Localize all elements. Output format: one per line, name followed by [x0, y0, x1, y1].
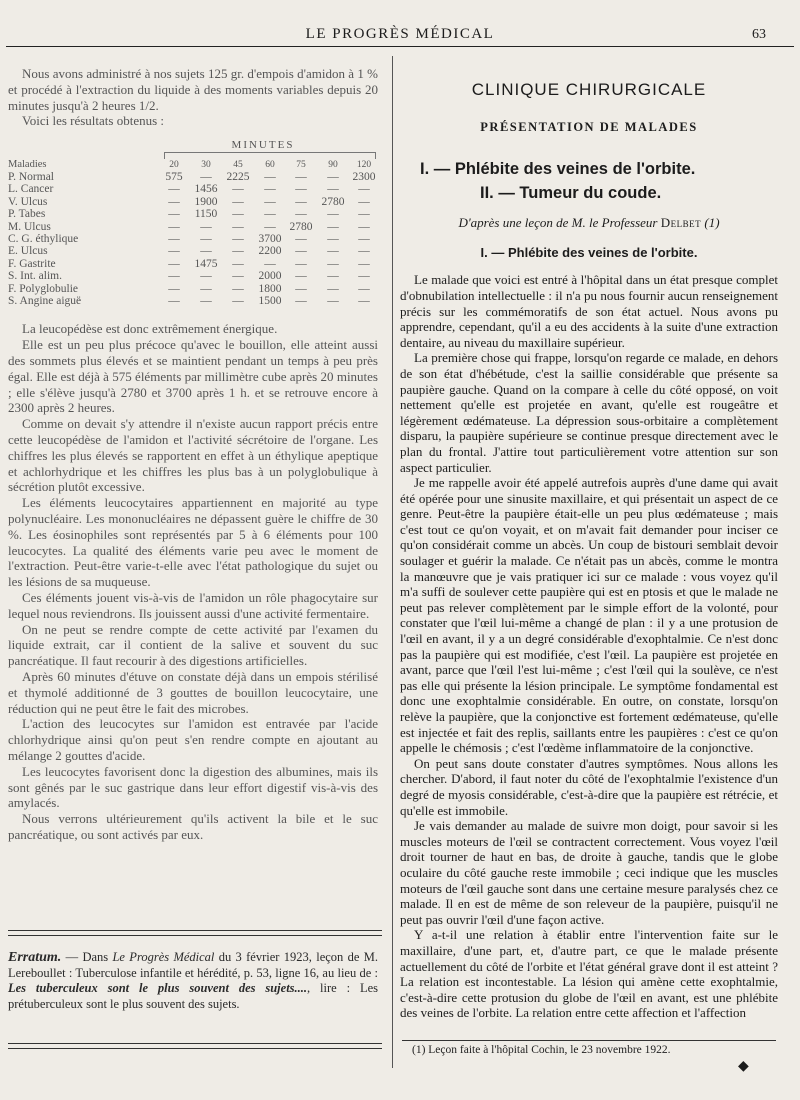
patient-label: L. Cancer	[8, 183, 54, 196]
table-cell: —	[358, 245, 370, 258]
table-cell: —	[295, 233, 307, 246]
minute-column-header: 30	[201, 159, 211, 170]
page-header	[0, 0, 800, 52]
body-paragraph: La leucopédèse est donc extrêmement énergique.	[22, 321, 278, 337]
table-cell: 1500	[258, 295, 282, 308]
table-row	[8, 221, 378, 233]
byline-note: (1)	[701, 215, 720, 231]
erratum-journal: Le Progrès Médical	[112, 950, 215, 964]
body-paragraph: Nous verrons ultérieurement qu'ils activent la bile et le suc pancréatique, ou sont activés par eux.	[8, 811, 378, 842]
left-column	[8, 66, 378, 843]
table-cell: —	[232, 195, 244, 208]
table-cell: —	[168, 208, 180, 221]
subsection-heading: I. — Phlébite des veines de l'orbite.	[480, 244, 698, 260]
table-cell: 575	[165, 171, 183, 183]
table-cell: 1475	[194, 257, 218, 270]
table-cell: —	[200, 282, 212, 295]
minutes-brace	[164, 152, 376, 159]
table-cell: —	[358, 220, 370, 233]
body-paragraph: Le malade que voici est entré à l'hôpital dans un état presque complet d'obnubilation intellectuelle : il n'a pu nous fournir aucun renseignement précis sur les commémoratifs de son état actuel. Nous avons pu apprendre, cependant, qu'il a eu des accidents à la suite d'une extraction dentaire, au niveau du maxillaire supérieur.	[400, 272, 778, 350]
table-cell: —	[232, 257, 244, 270]
table-cell: —	[232, 183, 244, 196]
table-cell: —	[232, 282, 244, 295]
intro-paragraph: Nous avons administré à nos sujets 125 gr. d'empois d'amidon à 1 % et procédé à l'extraction du liquide à des moments variables depuis 20 minutes jusqu'à 2 heures 1/2.	[8, 66, 378, 113]
article-title-1: I. — Phlébite des veines de l'orbite.	[420, 160, 696, 179]
table-cell: —	[327, 233, 339, 246]
table-cell: —	[200, 233, 212, 246]
minute-column-header: 120	[356, 159, 372, 170]
table-cell: —	[200, 220, 212, 233]
table-cell: —	[232, 245, 244, 258]
patient-label: F. Gastrite	[8, 257, 56, 270]
table-cell: —	[232, 220, 244, 233]
table-cell: —	[295, 257, 307, 270]
table-cell: —	[264, 183, 276, 196]
table-cell: —	[327, 183, 339, 196]
minute-column-header: 90	[328, 159, 338, 170]
erratum-rule-top	[8, 930, 382, 936]
left-body	[8, 321, 378, 842]
table-cell: —	[168, 183, 180, 196]
patient-label: F. Polyglobulie	[8, 282, 79, 295]
table-cell: —	[358, 257, 370, 270]
table-row	[8, 171, 378, 183]
body-paragraph: L'action des leucocytes sur l'amidon est entravée par l'acide chlorhydrique ainsi qu'on peut s'en rendre compte en ajoutant au mélange 2 gouttes d'acide.	[8, 716, 378, 763]
table-cell: 2780	[321, 195, 345, 208]
table-cell: —	[168, 245, 180, 258]
table-cell: —	[200, 245, 212, 258]
erratum-note	[8, 950, 378, 1012]
erratum-heading: Erratum.	[8, 950, 62, 965]
table-cell: —	[358, 282, 370, 295]
body-paragraph: Je me rappelle avoir été appelé autrefois auprès d'une dame qui avait été opérée pour une sinusite maxillaire, et qui présentait un aspect de ce genre. Peut-être la paupière était-elle un peu plus œdémateuse ; mais c'est tout ce qu'on voyait, et on m'avait fait demander pour inciser ce qu'on considérait comme un abcès. Un coup de bistouri semblait devoir soulager et guérir la malade. Ce n'était pas un abcès, comme le montra la manœuvre que je vais pratiquer ici sur ce malade : vous voyez qu'il m'a suffi de soulever cette paupière qui est en ptosis et que le malade ne peut pas relever complètement par le simple effort de la volonté, pour constater que l'œil lui-même a changé de plan : il y a une protusion de l'œil en avant, il y a un degré considérable d'exophtalmie. Ce n'est donc pas la paupière qui est modifiée, c'est l'œil. La paupière est projetée en avant, parce que l'œil l'est lui-même ; c'est l'œil qui la soulève, ce n'est pas elle qui présente la lésion principale. Le symptôme fondamental est donc une exophtalmie considérable. En outre, on constate, lorsqu'on relève la paupière, que la conjonctive est fortement œdémateuse, qu'elle est injectée et fait des replis, saillants entre les paupières : c'est ce qu'on appelle le chémosis ; c'est l'œdème inflammatoire de la conjonctive.	[400, 475, 778, 756]
erratum-wrong-text: Les tuberculeux sont le plus souvent des sujets....	[8, 981, 308, 996]
table-row	[8, 183, 378, 195]
article-title-2: II. — Tumeur du coude.	[480, 184, 662, 203]
table-header-row	[8, 159, 378, 171]
table-row	[8, 258, 378, 270]
table-cell: 2300	[352, 171, 376, 183]
table-cell: —	[168, 295, 180, 308]
minute-column-header: 20	[169, 159, 179, 170]
table-row	[8, 233, 378, 245]
table-cell: —	[295, 183, 307, 196]
row-header-label: Maladies	[8, 158, 47, 170]
footnote-rule	[402, 1040, 776, 1041]
table-cell: —	[295, 282, 307, 295]
table-cell: 2000	[258, 270, 282, 283]
table-cell: —	[168, 282, 180, 295]
column-divider	[392, 56, 393, 1068]
minute-column-header: 45	[233, 159, 243, 170]
patient-label: P. Normal	[8, 171, 54, 183]
table-cell: —	[168, 270, 180, 283]
byline-prefix: D'après une leçon de M. le Professeur	[458, 215, 661, 231]
table-cell: —	[200, 270, 212, 283]
body-paragraph: Comme on devait s'y attendre il n'existe aucun rapport précis entre cette leucopédèse de l'amidon et l'activité sécrétoire de l'organe. Les chiffres les plus élevés se rapportent en effet à un éthylique apeptique et achlorhydrique et les chiffres les plus bas à un polyglobulique à sécrétion plutôt excessive.	[8, 416, 378, 495]
body-paragraph: Les leucocytes favorisent donc la digestion des albumines, mais ils sont gênés par le suc gastrique dans leur effort digestif vis-à-vis des amylacés.	[8, 763, 378, 811]
table-cell: 1456	[194, 183, 218, 196]
table-cell: 2200	[258, 245, 282, 258]
table-cell: 1900	[194, 195, 218, 208]
table-cell: —	[264, 208, 276, 221]
table-cell: —	[200, 171, 212, 183]
table-cell: —	[327, 220, 339, 233]
body-paragraph: Après 60 minutes d'étuve on constate déjà dans un empois stérilisé et thymolé additionné de 3 gouttes de bouillon leucocytaire, une réduction qui ne peut être le fait des microbes.	[8, 669, 378, 716]
header-rule	[6, 46, 794, 47]
table-cell: —	[232, 233, 244, 246]
patient-label: S. Angine aiguë	[8, 295, 82, 308]
body-paragraph: Ces éléments jouent vis-à-vis de l'amidon un rôle phagocytaire sur lequel nous reviendrons. Ils jouissent aussi d'une activité fermentaire.	[8, 590, 378, 621]
running-title: LE PROGRÈS MÉDICAL	[305, 26, 495, 42]
results-table	[8, 139, 378, 307]
erratum-rule-bottom	[8, 1043, 382, 1049]
byline-author: Delbet	[660, 215, 702, 231]
patient-label: S. Int. alim.	[8, 270, 62, 283]
table-cell: —	[264, 195, 276, 208]
table-cell: —	[264, 220, 276, 233]
table-cell: 3700	[258, 233, 282, 246]
minute-column-header: 75	[296, 159, 306, 170]
table-cell: —	[264, 257, 276, 270]
table-cell: —	[264, 171, 276, 183]
table-cell: —	[232, 295, 244, 308]
patient-label: C. G. éthylique	[8, 233, 79, 246]
table-cell: —	[168, 257, 180, 270]
patient-label: M. Ulcus	[8, 220, 51, 233]
body-paragraph: Elle est un peu plus précoce qu'avec le bouillon, elle atteint aussi des sommets plus élevés et se maintient pendant un temps à peu près égal. Elle est déjà à 575 éléments par millimètre cube après 20 minutes ; elle s'élève jusqu'à 2780 et 3700 après 1 h. et se retrouve encore à 2300 après 2 heures.	[8, 337, 378, 416]
table-cell: —	[327, 295, 339, 308]
table-header	[8, 159, 378, 171]
section-subtitle: PRÉSENTATION DE MALADES	[480, 119, 698, 134]
table-cell: —	[327, 208, 339, 221]
patient-label: E. Ulcus	[8, 245, 48, 258]
table-row	[8, 283, 378, 295]
table-cell: —	[295, 270, 307, 283]
table-cell: —	[200, 295, 212, 308]
page-number: 63	[752, 27, 766, 42]
table-row	[8, 196, 378, 208]
right-column	[400, 82, 778, 1021]
table-cell: —	[358, 183, 370, 196]
table-cell: —	[358, 270, 370, 283]
table-row	[8, 295, 378, 307]
table-cell: —	[295, 208, 307, 221]
patient-label: V. Ulcus	[8, 195, 48, 208]
erratum-text-3: , lire : Les prétuberculeux sont le plus souvent des sujets.	[8, 981, 378, 1011]
results-grid	[8, 159, 378, 308]
body-paragraph: Les éléments leucocytaires appartiennent en majorité au type polynucléaire. Les mononucléaires ne dépassent guère le chiffre de 30 %. Les éosinophiles sont représentés par 5 à 6 éléments pour 100 leucocytes. La qualité des éléments varie peu avec le moment de l'extraction. Peut-être varie-t-elle avec l'état pathologique du sujet ou les lésions de sa muqueuse.	[8, 495, 378, 590]
table-body	[8, 171, 378, 307]
table-cell: —	[327, 270, 339, 283]
table-cell: —	[295, 245, 307, 258]
erratum-text-2: du 3 février 1923, leçon de M. Lereboullet : Tuberculose infantile et hérédité, p. 53, ligne 16, au lieu de :	[8, 950, 378, 980]
body-paragraph: La première chose qui frappe, lorsqu'on regarde ce malade, en dehors de son état d'hébétude, c'est la saillie considérable que présente sa paupière gauche. Quand on la compare à celle du côté opposé, on voit nettement qu'elle est projetée en avant, qu'elle est rougeâtre et légèrement œdémateuse. La dépression sous-orbitaire a complètement disparu, la paupière supérieure se continue presque directement avec le plan du frontal. J'attire tout particulièrement votre attention sur son aspect particulier.	[400, 350, 778, 475]
table-cell: —	[168, 233, 180, 246]
ornament-icon: ◆	[738, 1059, 749, 1074]
table-row	[8, 208, 378, 220]
table-cell: 2225	[226, 171, 250, 183]
table-cell: —	[232, 270, 244, 283]
table-cell: —	[358, 195, 370, 208]
table-cell: —	[358, 233, 370, 246]
table-cell: —	[327, 245, 339, 258]
body-paragraph: Y a-t-il une relation à établir entre l'intervention faite sur le maxillaire, d'une part, et, d'autre part, ce que le malade présente actuellement du côté de l'orbite et l'état général grave dont il est atteint ? La relation est incontestable. La lésion qui amène cette exophtalmie, c'est-à-dire cette protusion du globe de l'œil en avant, est une phlébite des veines de l'orbite. La relation entre cette affection et l'affection	[400, 927, 778, 1021]
table-cell: —	[327, 171, 339, 183]
table-cell: —	[295, 195, 307, 208]
table-cell: —	[327, 282, 339, 295]
footnote: (1) Leçon faite à l'hôpital Cochin, le 23 novembre 1922.	[412, 1044, 671, 1056]
table-row	[8, 270, 378, 282]
table-cell: —	[295, 171, 307, 183]
table-cell: —	[327, 257, 339, 270]
right-body	[400, 272, 778, 1021]
body-paragraph: On ne peut se rendre compte de cette activité par l'examen du liquide extrait, car il contient de la salive et souvent du suc pancréatique. Il faut recourir à des digestions artificielles.	[8, 621, 378, 669]
intro-lead: Voici les résultats obtenus :	[22, 113, 165, 129]
minutes-label: MINUTES	[231, 139, 295, 152]
byline	[400, 215, 778, 231]
table-cell: —	[168, 220, 180, 233]
patient-label: P. Tabes	[8, 208, 46, 221]
minute-column-header: 60	[265, 159, 275, 170]
body-paragraph: Je vais demander au malade de suivre mon doigt, pour savoir si les muscles moteurs de l'œil se contractent correctement. Vous voyez l'œil droit tourner de haut en bas, de droite à gauche, tandis que le globe oculaire du côté gauche reste immobile ; ceci indique que les muscles moteurs de l'œil gauche sont dans une certaine mesure paralysés chez ce malade. Il en est de même de son releveur de la paupière, puisqu'il ne peut pas ouvrir l'œil d'une façon active.	[400, 818, 778, 927]
table-cell: —	[168, 195, 180, 208]
section-title: CLINIQUE CHIRURGICALE	[471, 80, 707, 99]
table-cell: 2780	[289, 220, 313, 233]
table-cell: —	[295, 295, 307, 308]
table-cell: 1800	[258, 282, 282, 295]
table-cell: 1150	[194, 208, 218, 221]
body-paragraph: On peut sans doute constater d'autres symptômes. Nous allons les chercher. D'abord, il faut noter du côté de l'exophtalmie l'existence d'un degré de myosis considérable, c'est-à-dire que la paupière est rétrécie, et qu'elle est immobile.	[400, 755, 778, 818]
table-cell: —	[358, 208, 370, 221]
table-cell: —	[358, 295, 370, 308]
table-row	[8, 245, 378, 257]
table-cell: —	[232, 208, 244, 221]
erratum-text-1: — Dans	[61, 950, 113, 964]
